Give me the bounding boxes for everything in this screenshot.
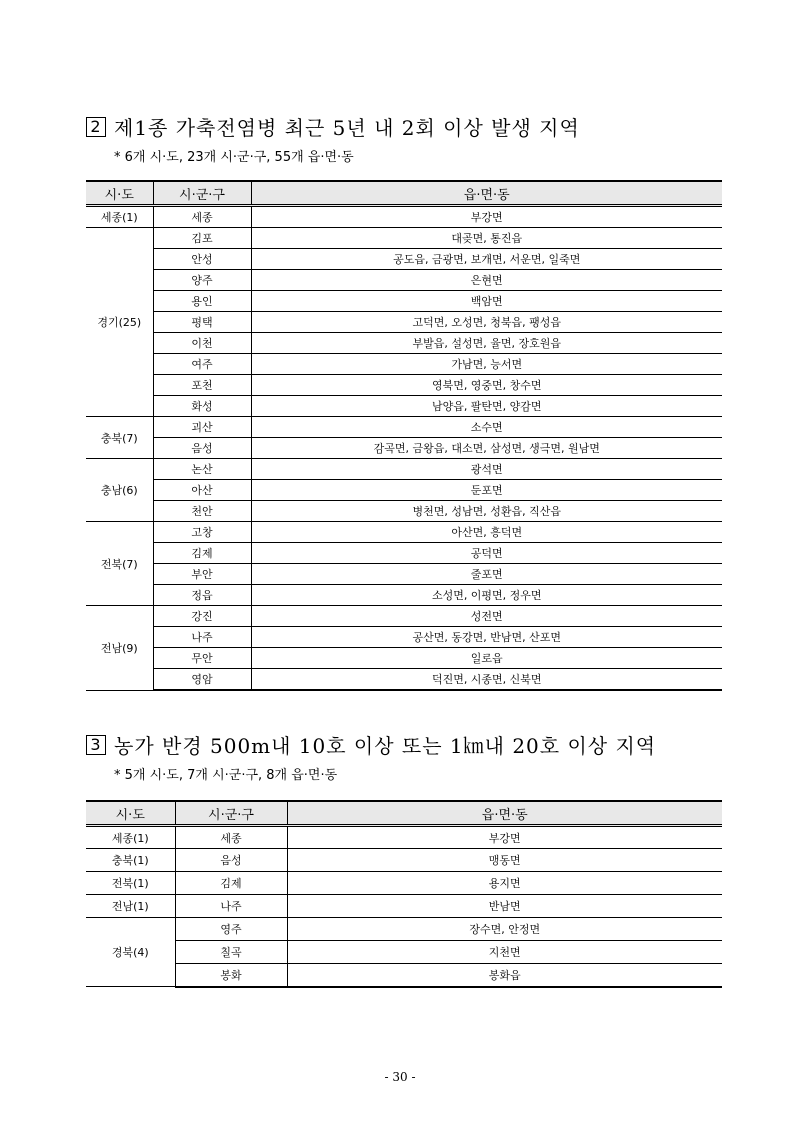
table-row <box>86 564 722 585</box>
sigungu-cell: 포천 <box>153 375 251 396</box>
section3-table <box>86 800 722 988</box>
section3-number: 3 <box>86 735 106 755</box>
eupmyeondong-cell: 성전면 <box>251 606 722 627</box>
table-row <box>86 872 722 895</box>
header-eupmyeondong: 읍·면·동 <box>251 181 722 206</box>
table-row <box>86 375 722 396</box>
header-eupmyeondong: 읍·면·동 <box>287 801 722 826</box>
table-header-row <box>86 181 722 206</box>
table-row <box>86 417 722 438</box>
eupmyeondong-cell: 광석면 <box>251 459 722 480</box>
sido-cell: 세종(1) <box>86 826 175 849</box>
sigungu-cell: 영암 <box>153 669 251 691</box>
sigungu-cell: 여주 <box>153 354 251 375</box>
table-row <box>86 826 722 849</box>
sigungu-cell: 김포 <box>153 228 251 249</box>
section2-table <box>86 180 722 691</box>
eupmyeondong-cell: 부발읍, 설성면, 율면, 장호원읍 <box>251 333 722 354</box>
sigungu-cell: 칠곡 <box>175 941 287 964</box>
table-row <box>86 228 722 249</box>
eupmyeondong-cell: 용지면 <box>287 872 722 895</box>
table-row <box>86 941 722 964</box>
sigungu-cell: 강진 <box>153 606 251 627</box>
eupmyeondong-cell: 부강면 <box>287 826 722 849</box>
table-row <box>86 627 722 648</box>
sigungu-cell: 안성 <box>153 249 251 270</box>
eupmyeondong-cell: 봉화읍 <box>287 964 722 987</box>
eupmyeondong-cell: 장수면, 안정면 <box>287 918 722 941</box>
table-row <box>86 501 722 522</box>
sigungu-cell: 김제 <box>175 872 287 895</box>
eupmyeondong-cell: 반남면 <box>287 895 722 918</box>
eupmyeondong-cell: 맹동면 <box>287 849 722 872</box>
sigungu-cell: 용인 <box>153 291 251 312</box>
table-row <box>86 895 722 918</box>
eupmyeondong-cell: 소성면, 이평면, 정우면 <box>251 585 722 606</box>
sido-cell: 충북(7) <box>86 417 153 459</box>
eupmyeondong-cell: 고덕면, 오성면, 청북읍, 팽성읍 <box>251 312 722 333</box>
page-number: - 30 - <box>384 1070 416 1084</box>
sido-cell: 충북(1) <box>86 849 175 872</box>
eupmyeondong-cell: 지천면 <box>287 941 722 964</box>
eupmyeondong-cell: 아산면, 흥덕면 <box>251 522 722 543</box>
sigungu-cell: 영주 <box>175 918 287 941</box>
section3-note: * 5개 시·도, 7개 시·군·구, 8개 읍·면·동 <box>114 768 338 783</box>
table-row <box>86 291 722 312</box>
eupmyeondong-cell: 일로읍 <box>251 648 722 669</box>
table-header-row <box>86 801 722 826</box>
table-row <box>86 333 722 354</box>
sigungu-cell: 정읍 <box>153 585 251 606</box>
eupmyeondong-cell: 감곡면, 금왕읍, 대소면, 삼성면, 생극면, 원남면 <box>251 438 722 459</box>
section2-number: 2 <box>86 117 106 137</box>
section3-title-text: 농가 반경 500m내 10호 이상 또는 1㎞내 20호 이상 지역 <box>114 734 657 758</box>
sigungu-cell: 세종 <box>175 826 287 849</box>
sigungu-cell: 천안 <box>153 501 251 522</box>
sigungu-cell: 양주 <box>153 270 251 291</box>
header-sigungu: 시·군·구 <box>153 181 251 206</box>
table-row <box>86 206 722 228</box>
section3-title <box>86 730 656 759</box>
eupmyeondong-cell: 줄포면 <box>251 564 722 585</box>
sigungu-cell: 아산 <box>153 480 251 501</box>
table-row <box>86 312 722 333</box>
table-row <box>86 543 722 564</box>
eupmyeondong-cell: 병천면, 성남면, 성환읍, 직산읍 <box>251 501 722 522</box>
table-row <box>86 522 722 543</box>
sigungu-cell: 평택 <box>153 312 251 333</box>
table-row <box>86 270 722 291</box>
sigungu-cell: 화성 <box>153 396 251 417</box>
eupmyeondong-cell: 영북면, 영중면, 창수면 <box>251 375 722 396</box>
eupmyeondong-cell: 백암면 <box>251 291 722 312</box>
eupmyeondong-cell: 남양읍, 팔탄면, 양감면 <box>251 396 722 417</box>
sigungu-cell: 부안 <box>153 564 251 585</box>
eupmyeondong-cell: 둔포면 <box>251 480 722 501</box>
table-row <box>86 964 722 987</box>
section2-title <box>86 112 580 141</box>
table-row <box>86 438 722 459</box>
table-row <box>86 669 722 691</box>
sigungu-cell: 김제 <box>153 543 251 564</box>
sigungu-cell: 고창 <box>153 522 251 543</box>
table-row <box>86 480 722 501</box>
sido-cell: 세종(1) <box>86 206 153 228</box>
sigungu-cell: 음성 <box>175 849 287 872</box>
sido-cell: 전남(1) <box>86 895 175 918</box>
table-row <box>86 585 722 606</box>
header-sigungu: 시·군·구 <box>175 801 287 826</box>
header-sido: 시·도 <box>86 801 175 826</box>
sido-cell: 충남(6) <box>86 459 153 522</box>
eupmyeondong-cell: 가남면, 능서면 <box>251 354 722 375</box>
table-row <box>86 606 722 627</box>
header-sido: 시·도 <box>86 181 153 206</box>
sigungu-cell: 나주 <box>175 895 287 918</box>
sido-cell: 경북(4) <box>86 918 175 987</box>
eupmyeondong-cell: 소수면 <box>251 417 722 438</box>
sigungu-cell: 봉화 <box>175 964 287 987</box>
table-row <box>86 249 722 270</box>
eupmyeondong-cell: 공덕면 <box>251 543 722 564</box>
eupmyeondong-cell: 공도읍, 금광면, 보개면, 서운면, 일죽면 <box>251 249 722 270</box>
section2-title-text: 제1종 가축전염병 최근 5년 내 2회 이상 발생 지역 <box>114 116 580 140</box>
table-row <box>86 459 722 480</box>
sido-cell: 전북(1) <box>86 872 175 895</box>
table-row <box>86 354 722 375</box>
section2-note: * 6개 시·도, 23개 시·군·구, 55개 읍·면·동 <box>114 150 354 165</box>
sido-cell: 전북(7) <box>86 522 153 606</box>
sigungu-cell: 음성 <box>153 438 251 459</box>
eupmyeondong-cell: 공산면, 동강면, 반남면, 산포면 <box>251 627 722 648</box>
sido-cell: 경기(25) <box>86 228 153 417</box>
sigungu-cell: 논산 <box>153 459 251 480</box>
eupmyeondong-cell: 은현면 <box>251 270 722 291</box>
sigungu-cell: 이천 <box>153 333 251 354</box>
table-row <box>86 648 722 669</box>
sigungu-cell: 세종 <box>153 206 251 228</box>
sigungu-cell: 나주 <box>153 627 251 648</box>
eupmyeondong-cell: 덕진면, 시종면, 신북면 <box>251 669 722 691</box>
table-row <box>86 396 722 417</box>
table-row <box>86 849 722 872</box>
eupmyeondong-cell: 부강면 <box>251 206 722 228</box>
sido-cell: 전남(9) <box>86 606 153 691</box>
table-row <box>86 918 722 941</box>
sigungu-cell: 괴산 <box>153 417 251 438</box>
sigungu-cell: 무안 <box>153 648 251 669</box>
eupmyeondong-cell: 대곶면, 통진읍 <box>251 228 722 249</box>
